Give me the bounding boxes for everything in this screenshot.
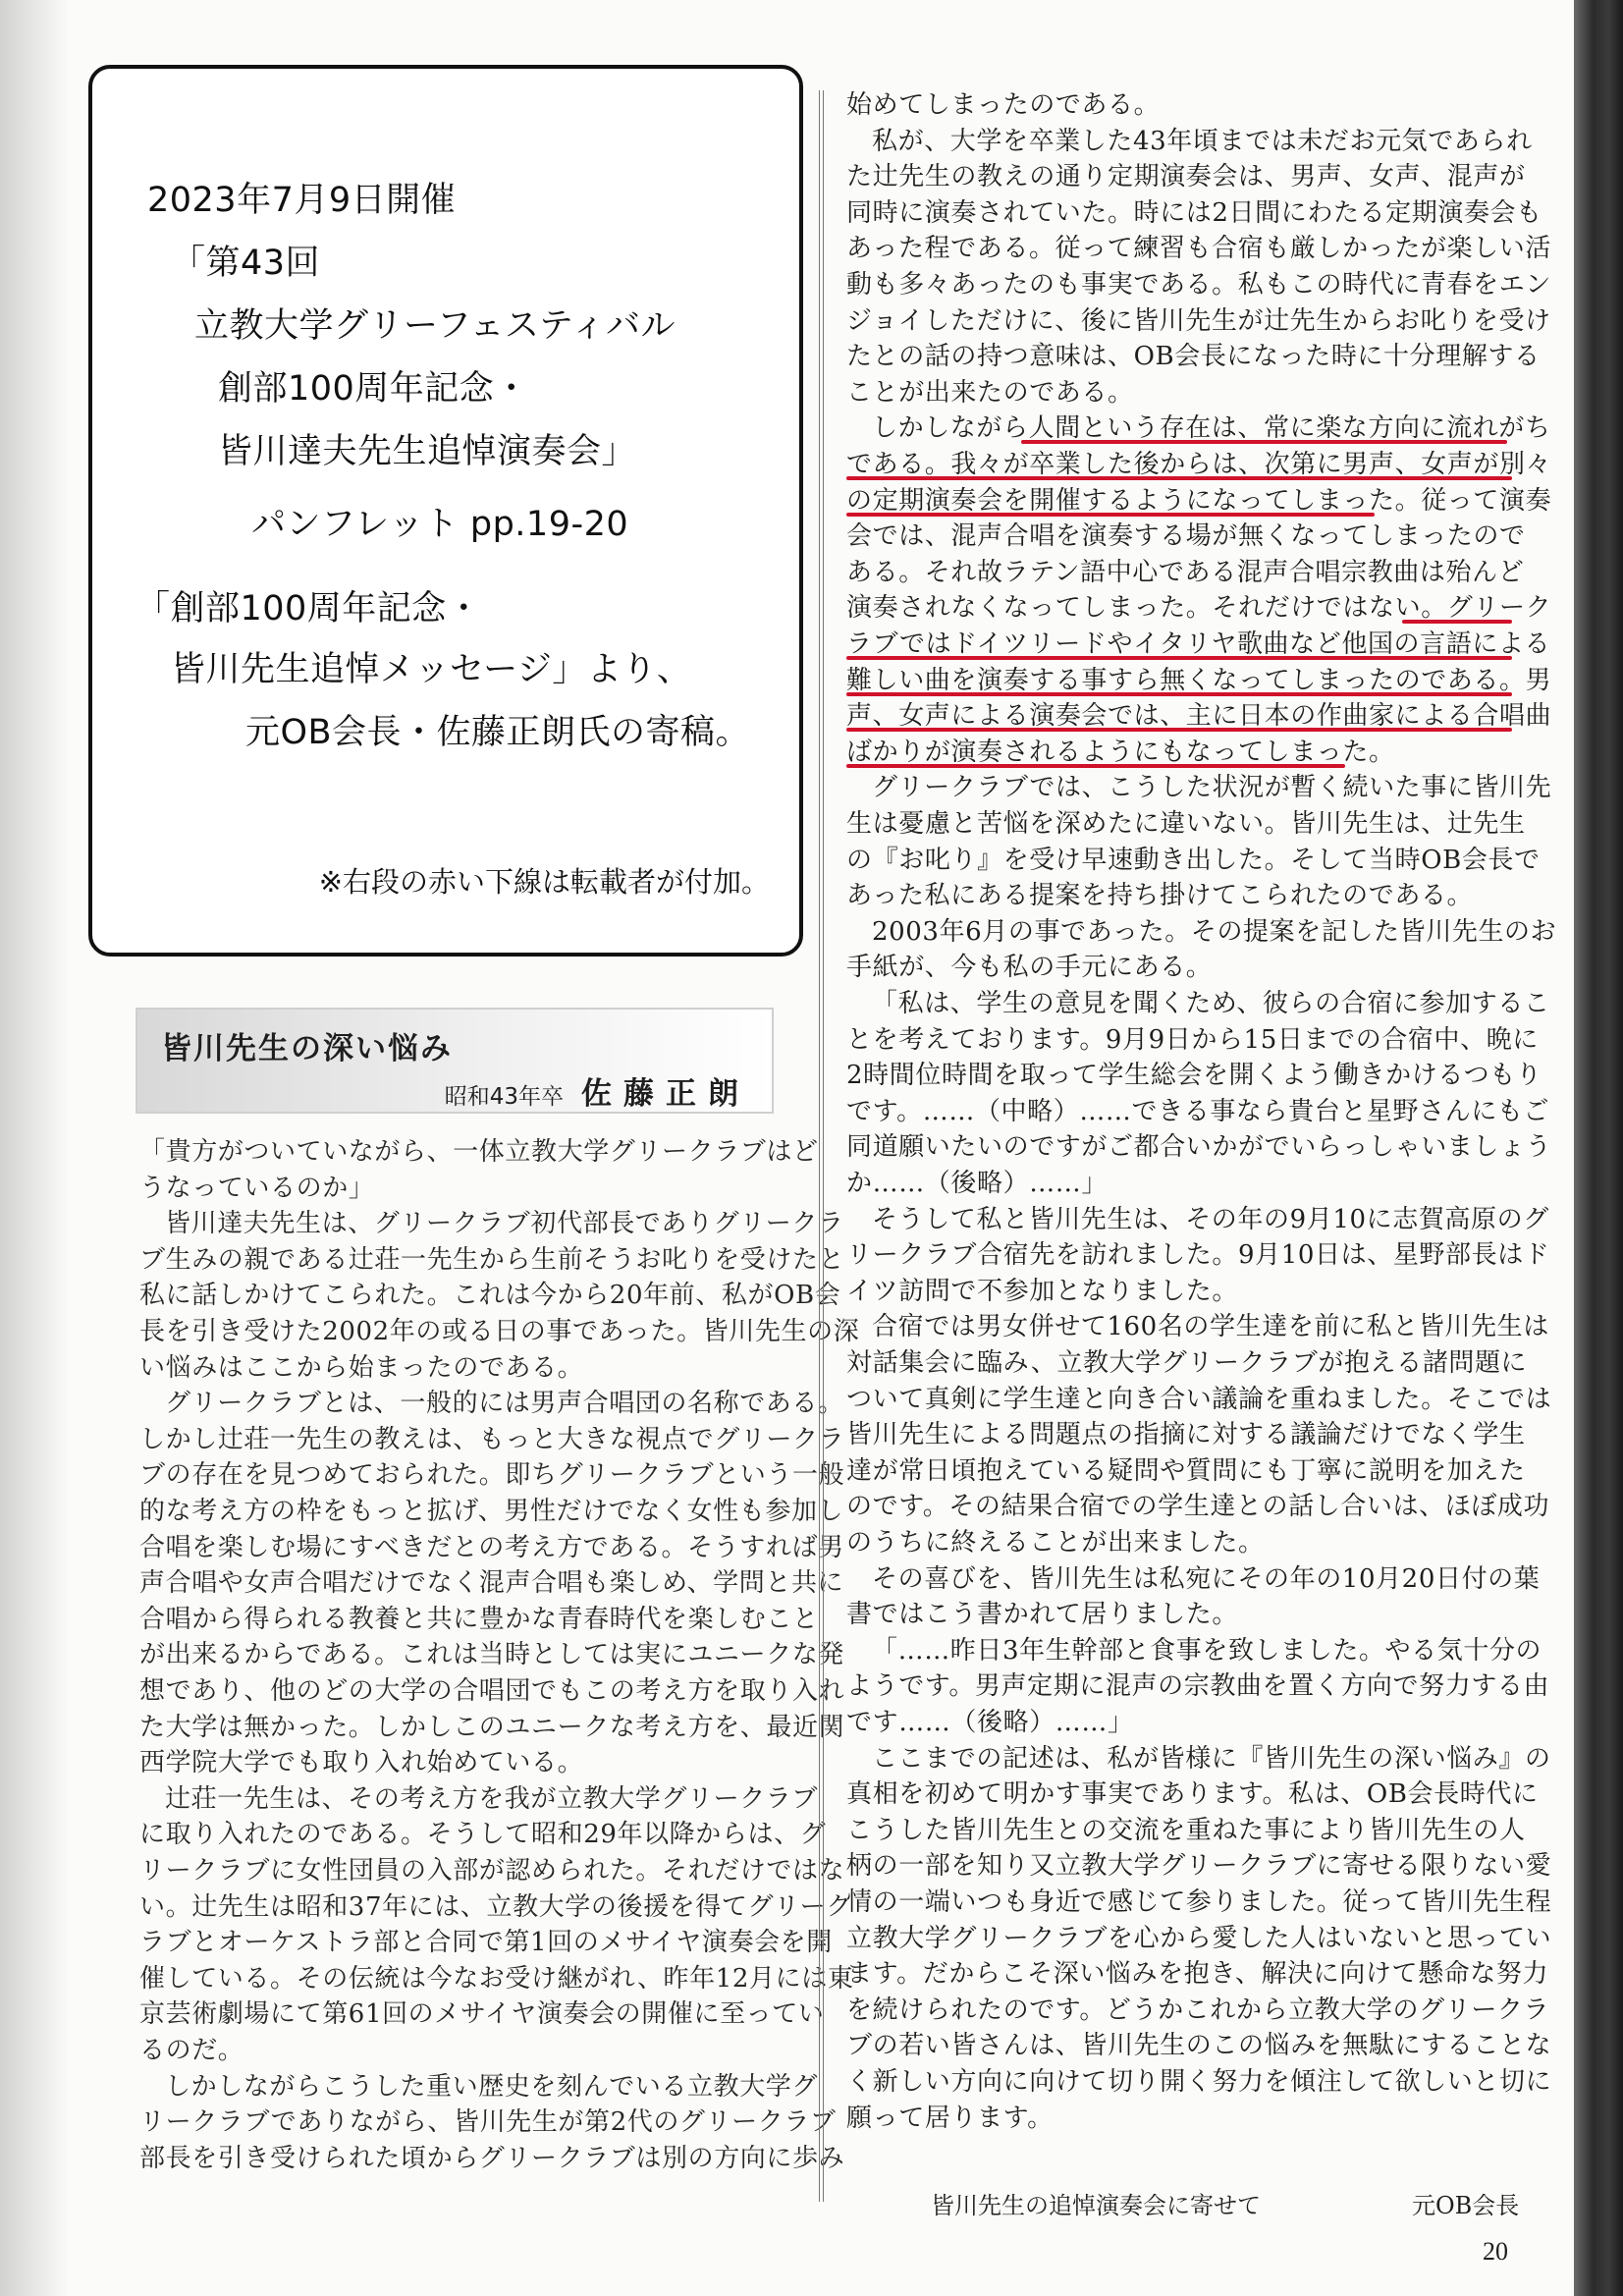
text-line: 西学院大学でも取り入れ始めている。 (139, 1748, 584, 1778)
text-line: 書ではこう書かれて居りました。 (846, 1600, 1239, 1630)
scan-edge-shadow (0, 0, 69, 2296)
underline-note: ※右段の赤い下線は転載者が付加。 (318, 865, 770, 899)
article-byline (445, 1068, 750, 1113)
repost-note-box (88, 65, 803, 957)
text-line: 達が常日頃抱えている疑問や質問にも丁寧に説明を加えた (846, 1455, 1526, 1486)
text-line: グリークラブでは、こうした状況が暫く続いた事に皆川先 (872, 773, 1552, 803)
text-line: 私に話しかけてこられた。これは今から20年前、私がOB会 (139, 1281, 841, 1311)
text-line: 部長を引き受けられた頃からグリークラブは別の方向に歩み (139, 2143, 845, 2173)
text-line: た辻先生の教えの通り定期演奏会は、男声、女声、混声が (846, 162, 1526, 192)
text-line: ことが出来たのである。 (846, 377, 1134, 408)
text-line: 難しい曲を演奏する事すら無くなってしまったのである。男 (846, 665, 1552, 695)
text-line: 動も多々あったのも事実である。私もこの時代に青春をエン (846, 270, 1551, 300)
signature-dedication: 皆川先生の追悼演奏会に寄せて (931, 2192, 1261, 2219)
note-line: 皆川先生追悼メッセージ」より、 (171, 650, 692, 689)
text-line: のうちに終えることが出来ました。 (846, 1528, 1265, 1558)
text-line: である。我々が卒業した後からは、次第に男声、女声が別々 (846, 450, 1552, 479)
red-underline (846, 656, 1512, 660)
text-line: ブの若い皆さんは、皆川先生のこの悩みを無駄にすることな (846, 2031, 1552, 2061)
text-line: 願って居ります。 (846, 2103, 1054, 2133)
red-underline (1402, 620, 1512, 624)
text-line: 立教大学グリークラブを心から愛した人はいないと思ってい (846, 1923, 1552, 1953)
text-line: リークラブ合宿先を訪れました。9月10日は、星野部長はド (846, 1240, 1550, 1271)
red-underline (1021, 440, 1507, 444)
text-line: 皆川先生による問題点の指摘に対する議論だけでなく学生 (846, 1420, 1526, 1450)
page-number: 20 (1483, 2237, 1508, 2266)
text-line: しかしながらこうした重い歴史を刻んでいる立教大学グ (165, 2071, 819, 2102)
text-line: を続けられたのです。どうかこれから立教大学のグリークラ (846, 1995, 1550, 2025)
red-underline (846, 513, 1375, 517)
text-line: とを考えております。9月9日から15日までの合宿中、晩に (846, 1024, 1539, 1055)
note-line: パンフレット pp.19-20 (251, 505, 629, 544)
note-line: 創部100周年記念・ (218, 369, 529, 409)
book-binding-strip (1574, 0, 1623, 2296)
red-underline (846, 692, 1512, 696)
text-line: ここまでの記述は、私が皆様に『皆川先生の深い悩み』の (872, 1743, 1551, 1774)
text-line: ブ生みの親である辻荘一先生から生前そうお叱りを受けたと (139, 1244, 845, 1275)
text-line: のです。その結果合宿での学生達との話し合いは、ほぼ成功 (846, 1492, 1550, 1522)
text-line: 「……昨日3年生幹部と食事を致しました。やる気十分の (872, 1635, 1542, 1666)
text-line: 手紙が、今も私の手元にある。 (846, 953, 1213, 983)
text-line: ラブではドイツリードやイタリヤ歌曲など他国の言語による (846, 629, 1551, 659)
text-line: く新しい方向に向けて切り開く努力を傾注して欲しいと切に (846, 2067, 1552, 2097)
author-name: 佐藤正朗 (581, 1076, 750, 1112)
text-line: そうして私と皆川先生は、その年の9月10に志賀高原のグ (872, 1204, 1549, 1234)
text-line: 京芸術劇場にて第61回のメサイヤ演奏会の開催に至ってい (139, 1999, 825, 2030)
signature-role: 元OB会長 (1412, 2192, 1520, 2219)
text-line: です。……（中略）……できる事なら貴台と星野さんにもご (846, 1096, 1550, 1126)
text-line: るのだ。 (139, 2036, 244, 2065)
text-line: しかし辻荘一先生の教えは、もっと大きな視点でグリークラ (139, 1424, 845, 1454)
text-line: 的な考え方の枠をもっと拡げ、男性だけでなく女性も参加し (139, 1497, 844, 1526)
text-line: 想であり、他のどの大学の合唱団でもこの考え方を取り入れ (139, 1676, 845, 1706)
text-line: に取り入れたのである。そうして昭和29年以降からは、グ (139, 1820, 827, 1850)
text-line: 演奏されなくなってしまった。それだけではない。グリーク (846, 593, 1552, 624)
text-line: リークラブでありながら、皆川先生が第2代のグリークラブ (139, 2107, 837, 2138)
text-line: ジョイしただけに、後に皆川先生が辻先生からお叱りを受け (846, 305, 1551, 336)
text-line: ついて真剣に学生達と向き合い議論を重ねました。そこでは (846, 1384, 1552, 1414)
article-title-banner (135, 1008, 774, 1114)
text-line: うなっているのか」 (139, 1173, 375, 1203)
text-line: 長を引き受けた2002年の或る日の事であった。皆川先生の深 (139, 1317, 860, 1346)
text-line: 同道願いたいのですがご都合いかがでいらっしゃいましょう (846, 1132, 1552, 1163)
text-line: 声、女声による演奏会では、主に日本の作曲家による合唱曲 (846, 701, 1552, 732)
text-line: 合唱から得られる教養と共に豊かな青春時代を楽しむこと (139, 1604, 819, 1634)
text-line: 始めてしまったのである。 (846, 90, 1161, 120)
text-line: 「貴方がついていながら、一体立教大学グリークラブはど (139, 1137, 819, 1167)
text-line: こうした皆川先生との交流を重ねた事により皆川先生の人 (846, 1815, 1526, 1845)
text-line: その喜びを、皆川先生は私宛にその年の10月20日付の葉 (872, 1563, 1541, 1594)
text-line: ある。それ故ラテン語中心である混声合唱宗教曲は殆んど (846, 557, 1525, 587)
text-line: 柄の一部を知り又立教大学グリークラブに寄せる限りない愛 (846, 1851, 1552, 1882)
author-year: 昭和43年卒 (444, 1084, 564, 1110)
text-line: か……（後略）……」 (846, 1169, 1109, 1198)
note-line: 2023年7月9日開催 (147, 181, 457, 220)
text-line: い悩みはここから始まったのである。 (139, 1352, 584, 1383)
text-line: 「私は、学生の意見を聞くため、彼らの合宿に参加するこ (872, 989, 1550, 1018)
text-line: グリークラブとは、一般的には男声合唱団の名称である。 (165, 1389, 844, 1419)
text-line: ラブとオーケストラ部と合同で第1回のメサイヤ演奏会を開 (139, 1928, 833, 1958)
text-line: 声合唱や女声合唱だけでなく混声合唱も楽しめ、学問と共に (139, 1568, 844, 1599)
text-line: たとの話の持つ意味は、OB会長になった時に十分理解する (846, 342, 1541, 372)
text-line: の定期演奏会を開催するようになってしまった。従って演奏 (846, 485, 1552, 516)
text-line: ばかりが演奏されるようにもなってしまった。 (846, 737, 1395, 767)
text-line: リークラブに女性団員の入部が認められた。それだけではな (139, 1856, 845, 1886)
text-line: 生は憂慮と苦悩を深めたに違いない。皆川先生は、辻先生 (846, 809, 1526, 839)
note-line: 「創部100周年記念・ (135, 589, 482, 629)
text-line: あった私にある提案を持ち掛けてこられたのである。 (846, 881, 1474, 911)
text-line: です……（後略）……」 (846, 1708, 1134, 1737)
note-line: 「第43回 (171, 244, 321, 283)
text-line: 2003年6月の事であった。その提案を記した皆川先生のお (872, 916, 1557, 947)
text-line: の『お叱り』を受け早速動き出した。そして当時OB会長で (846, 845, 1541, 875)
text-line: た大学は無かった。しかしこのユニークな考え方を、最近関 (139, 1712, 845, 1742)
text-line: しかしながら人間という存在は、常に楽な方向に流れがち (872, 413, 1551, 444)
text-line: ようです。男声定期に混声の宗教曲を置く方向で努力する由 (846, 1671, 1550, 1702)
text-line: あった程である。従って練習も合宿も厳しかったが楽しい活 (846, 234, 1551, 264)
text-line: 会では、混声合唱を演奏する場が無くなってしまったので (846, 521, 1526, 552)
article-title: 皆川先生の深い悩み (161, 1031, 453, 1066)
text-line: い。辻先生は昭和37年には、立教大学の後援を得てグリーク (139, 1891, 852, 1922)
text-line: ます。だからこそ深い悩みを抱き、解決に向けて懸命な努力 (846, 1959, 1549, 1990)
text-line: 真相を初めて明かす事実であります。私は、OB会長時代に (846, 1779, 1539, 1810)
text-line: 合唱を楽しむ場にすべきだとの考え方である。そうすれば男 (139, 1532, 844, 1562)
note-line: 立教大学グリーフェスティバル (194, 306, 676, 346)
red-underline (846, 728, 1512, 732)
text-line: 2時間位時間を取って学生総会を開くよう働きかけるつもり (846, 1061, 1542, 1091)
note-line: 元OB会長・佐藤正朗氏の寄稿。 (245, 713, 751, 752)
text-line: 対話集会に臨み、立教大学グリークラブが抱える諸問題に (846, 1348, 1528, 1378)
text-line: 辻荘一先生は、その考え方を我が立教大学グリークラブ (165, 1783, 819, 1814)
text-line: 私が、大学を卒業した43年頃までは未だお元気であられ (872, 126, 1533, 156)
note-line: 皆川達夫先生追悼演奏会」 (218, 432, 637, 471)
text-line: が出来るからである。これは当時としては実にユニークな発 (139, 1640, 844, 1670)
text-line: 皆川達夫先生は、グリークラブ初代部長でありグリークラ (165, 1209, 844, 1239)
text-line: 合宿では男女併せて160名の学生達を前に私と皆川先生は (872, 1312, 1549, 1342)
red-underline (846, 764, 1345, 768)
column-divider (819, 90, 824, 2202)
text-line: 同時に演奏されていた。時には2日間にわたる定期演奏会も (846, 197, 1542, 228)
text-line: イツ訪問で不参加となりました。 (846, 1276, 1239, 1306)
red-underline (846, 476, 1512, 480)
text-line: ブの存在を見つめておられた。即ちグリークラブという一般 (139, 1460, 845, 1491)
text-line: 催している。その伝統は今なお受け継がれ、昨年12月には東 (139, 1963, 854, 1994)
text-line: 情の一端いつも身近で感じて参りました。従って皆川先生程 (846, 1887, 1552, 1917)
